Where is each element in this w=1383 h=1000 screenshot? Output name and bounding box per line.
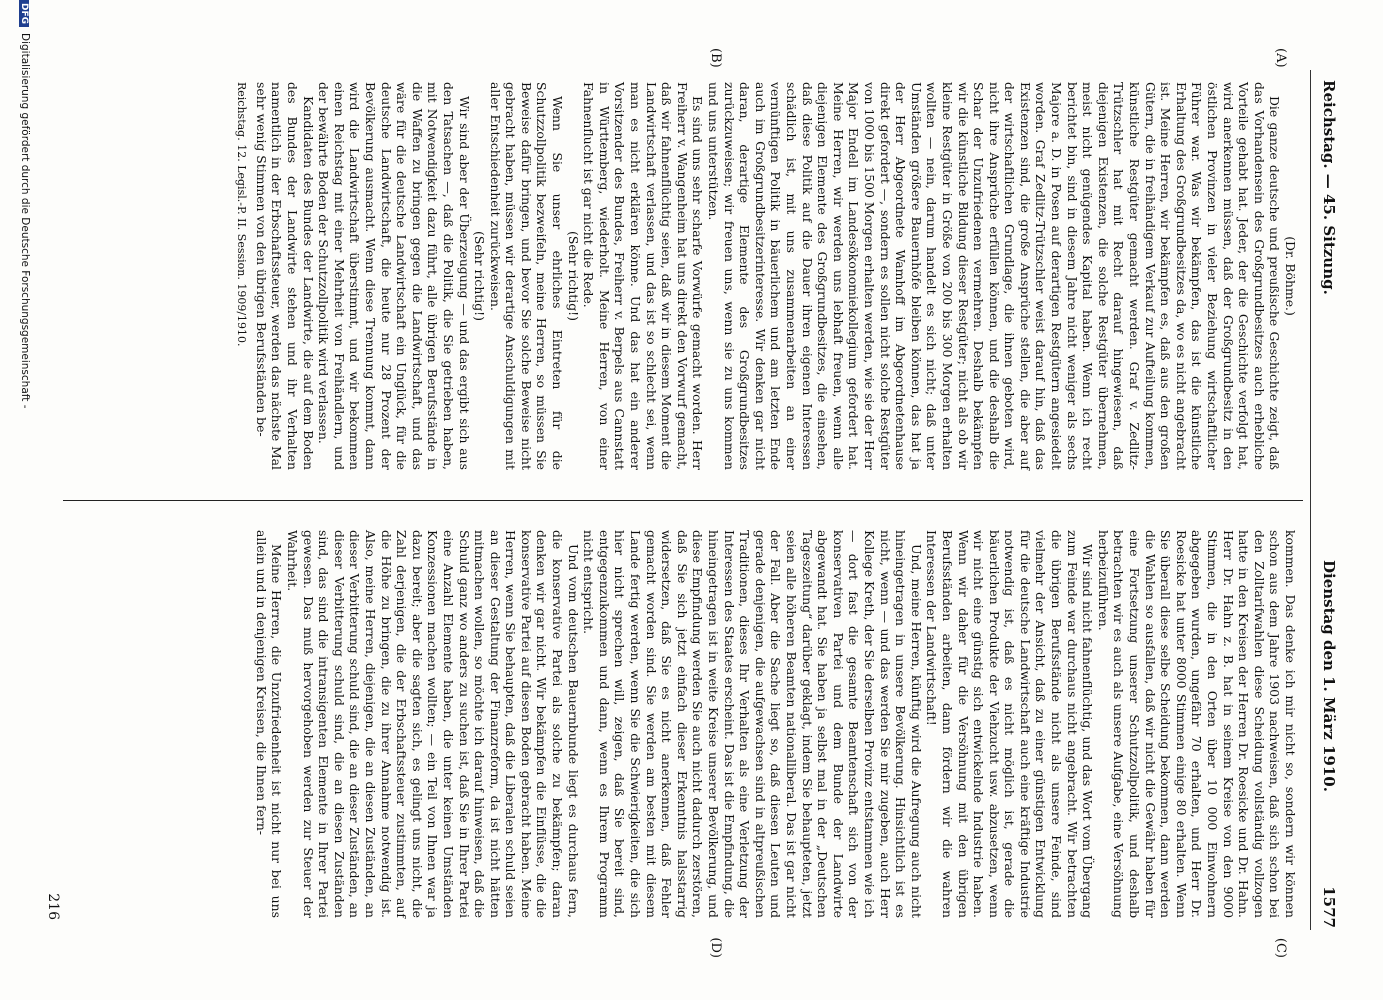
paragraph: Wir sind nicht fahnenflüchtig, und das Wort vom Übergang zum Feinde war durchaus nicht angebracht. Wir betrachten die übrigen Berufsstände nicht als unsere Feinde, sind vielmehr der Ansicht, daß zu einer günstigen Entwicklung für die deutsche Landwirtschaft auch eine kräftige Industrie notwendig ist, daß es nicht möglich ist, gerade die bäuerlichen Produkte der Viehzucht usw. abzusetzen, wenn wir nicht eine günstig sich entwickelnde Industrie haben. Wenn wir daher für die Versöhnung mit den übrigen Berufsständen arbeiten, dann fördern wir die wahren Interessen der Landwirtschaft! bbox=[924, 530, 1096, 918]
column-divider bbox=[63, 500, 1303, 501]
margin-mark-c: (C) bbox=[1273, 937, 1288, 958]
paragraph: Es sind uns sehr scharfe Vorwürfe gemacht worden. Herr Freiherr v. Wangenheim hat uns direkt den Vorwurf gemacht, daß wir fahnenflüchtig seien, daß wir in diesem Moment die Landwirtschaft verlassen, und das ist so schlecht sei, wenn man es nicht erklären könne. Und das hat ein anderer Vorsitzender des Bundes, Freiherr v. Berpels aus Cannstatt in Württemberg, wiederholt. Meine Herren, von einer Fahnenflucht ist gar nicht die Rede. bbox=[581, 82, 706, 470]
margin-mark-d: (D) bbox=[708, 937, 723, 958]
footnote: Reichstag. 12. Legisl.-P. II. Session. 1909/1910. bbox=[235, 82, 249, 347]
footer-text: Digitalisierung gefördert durch die Deutsche Forschungsgemeinschaft - bbox=[19, 33, 31, 409]
speaker-label: (Dr. Böhme.) bbox=[1283, 236, 1298, 316]
margin-mark-a: (A) bbox=[1273, 48, 1288, 68]
header-left: Reichstag. — 45. Sitzung. bbox=[1320, 80, 1338, 295]
paragraph: Und vom deutschen Bauernbunde liegt es durchaus fern, die konservative Partei als solche zu bekämpfen; daran denken wir gar nicht. Wir bekämpfen die Einflüsse, die die konservative Partei auf diesen Boden gebracht haben. Meine Herren, wenn Sie behaupten, daß die Liberalen schuld seien an dieser Gestaltung der Finanzreform, da ist nicht hätten mitmachen wollen, so möchte ich darauf hinweisen, daß die Schuld ganz wo anders zu suchen ist, daß Sie in Ihrer Partei eine Anzahl Elemente haben, die unter keinen Umständen Konzessionen machen wollten; — ein Teil von Ihnen war ja dazu bereit; aber die sagten sich, es gelingt uns nicht, die Zahl derjenigen, die der Erbschaftssteuer zustimmten, auf die Höhe zu bringen, die zu ihrer Annahme notwendig ist. Also, meine Herren, diejenigen, die an diesen Zuständen, an dieser Verbitterung schuld sind, die an dieser Zuständen, an dieser Verbitterung schuld sind, die an diesen Zuständen sind, das sind die intransigenten Elemente in Ihrer Partei gewesen. Das muß hervorgehoben werden zur Steuer der Wahrheit. bbox=[285, 530, 581, 918]
header-date: Dienstag den 1. März 1910. bbox=[1320, 560, 1338, 792]
header-rule bbox=[1310, 70, 1311, 930]
paragraph: Wir sind aber der Überzeugung — und das ergibt sich aus den Tatsachen —, daß die Politik, die Sie getrieben haben, mit Notwendigkeit dazu führt, alle übrigen Berufsstände in die Waffen zu bringen gegen die Landwirtschaft, und das wäre für die deutsche Landwirtschaft ein Unglück, für die deutsche Landwirtschaft, die heute nur 28 Prozent der Bevölkerung ausmacht. Wenn diese Trennung kommt, dann wird die Landwirtschaft überstimmt, und wir bekommen einen Reichstag mit einer Mehrheit von Freihändlern, und der bewährte Boden der Schutzzollpolitik wird verlassen. bbox=[316, 82, 472, 470]
margin-mark-b: (B) bbox=[708, 48, 723, 68]
right-column bbox=[253, 530, 1298, 918]
paragraph: kommen. Das denke ich mir nicht so, sondern wir können schon aus dem Jahre 1903 nachweisen, daß sich schon bei den Zolltarifwahlen diese Scheidung vollständig vollzogen hatte in den Kreisen der Herren Dr. Roesicke und Dr. Hahn. Herr Dr. Hahn z. B. hat in seinem Kreise von den 9000 Stimmen, die in den Orten über 10 000 Einwohnern abgegeben wurden, ungefähr 70 erhalten, und Herr Dr. Roesicke hat unter 8000 Stimmen einige 80 erhalten. Wenn Sie überall diese selbe Scheidung bekommen, dann werden die Wahlen so ausfallen, daß wir nicht die Gewähr haben für eine Fortsetzung unserer Schutzzollpolitik, und deshalb betrachten wir es auch als unsere Aufgabe, eine Versöhnung herbeizuführen. bbox=[1095, 530, 1298, 918]
paragraph: Und, meine Herren, künftig wird die Aufregung auch nicht hineingetragen in unsere Bevölkerung. Hinsichtlich ist es nicht, wenn — und das werden Sie mir zugeben, auch Herr Kollege Kreth, der Sie derselben Provinz entstammen wie ich — dort fast die gesamte Beamtenschaft sich von der konservativen Partei und dem Bunde der Landwirte abgewandt hat. Sie haben ja selbst mal in der „Deutschen Tageszeitung“ darüber geklagt, indem Sie behaupteten, jetzt seien alle höheren Beamten nationalliberal. Das ist gar nicht der Fall. Aber die Sache liegt so, daß diesen Leuten und gerade denjenigen, die aufgewachsen sind in altpreußischen Traditionen, dieses Ihr Verhalten als eine Verletzung der Interessen des Staates erscheint. Das ist die Empfindung, die hineingetragen ist in weite Kreise unserer Bevölkerung, und diese Empfindung werden Sie auch nicht dadurch zerstören, daß Sie sich jetzt einfach dieser Erkenntnis halsstarrig widersetzen, daß Sie es nicht anerkennen, daß Fehler gemacht worden sind. Sie werden am besten mit diesem Lande fertig werden, wenn Sie die Schwierigkeiten, die sich hier nicht sprechen will, zeigen, daß Sie bereit sind, entgegenzukommen und dann, wenn es Ihrem Programm nicht entspricht. bbox=[581, 530, 924, 918]
page-number-top: 1577 bbox=[1320, 886, 1338, 928]
paragraph: Die ganze deutsche und preußische Geschichte zeigt, daß das Vorhandensein des Großgrundbesitzes auch erhebliche Vorteile gehabt hat. Jeder, der die Geschichte verfolgt hat, wird anerkennen müssen, daß der Großgrundbesitz in den östlichen Provinzen in vieler Beziehung wirtschaftlicher Führer war. Was wir bekämpfen, das ist die künstliche Erhaltung des Großgrundbesitzes da, wo es nicht angebracht ist. Meine Herren, wir bekämpfen es, daß aus den großen Gütern, die in freihändigem Verkauf zur Aufteilung kommen, künstliche Restgüter gemacht werden. Graf v. Zedlitz-Trützschler hat mit Recht darauf hingewiesen, daß diejenigen Existenzen, die solche Restgüter übernehmen, meist nicht genügendes Kapital haben. Wenn ich recht berichtet bin, sind in diesem Jahre nicht weniger als sechs Majore a. D. in Posen auf derartigen Restgütern angesiedelt worden. Graf Zedlitz-Trützschler weist darauf hin, daß das Existenzen sind, die große Ansprüche stellen, die aber auf der wirtschaftlichen Grundlage, die ihnen geboten wird, nicht ihre Ansprüche erfüllen können, und die deshalb die Schar der Unzufriedenen vermehren. Deshalb bekämpfen wir die künstliche Bildung dieser Restgüter; nicht als ob wir kleine Restgüter in Größe von 200 bis 300 Morgen erhalten wollten — nein, darum handelt es sich nicht; daß unter Umständen größere Bauernhöfe bleiben können, das hat ja der Herr Abgeordnete Wamhoff im Abgeordnetenhause direkt gefordert —, sondern es sollen nicht solche Restgüter von 1000 bis 1500 Morgen erhalten werden, wie sie der Herr Major Endell im Landesökonomiekollegium gefordert hat. Meine Herren, wir werden uns lebhaft freuen, wenn alle diejenigen Elemente des Großgrundbesitzes, die einsehen, daß diese Politik auf die Dauer ihren eigenen Interessen schädlich ist, mit uns zusammenarbeiten an einer vernünftigen Politik in bäuerlichem und am letzten Ende auch im Großgrundbesitzerinteresse. Wir denken gar nicht daran, derartige Elemente des Großgrundbesitzes zurückzuweisen; wir freuen uns, wenn sie zu uns kommen und uns unterstützen. bbox=[706, 82, 1283, 470]
paragraph: Wenn Sie unser ehrliches Eintreten für die Schutzzollpolitik bezweifeln, meine Herren, so müssen Sie Beweise dafür bringen, und bevor Sie solche Beweise nicht gebracht haben, müssen wir derartige Anschuldigungen mit aller Entschiedenheit zurückweisen. bbox=[487, 82, 566, 470]
left-column bbox=[234, 82, 1298, 470]
interjection: (Sehr richtig!) bbox=[472, 231, 488, 321]
dfg-logo: DFG bbox=[19, 0, 29, 27]
digitization-footer bbox=[19, 0, 31, 1000]
page-number-bottom: 216 bbox=[45, 893, 61, 920]
paragraph: Kandidaten des Bundes der Landwirte, die auf dem Boden des Bundes der Landwirte stehen und ihr Verhalten namentlich in der Erbschaftssteuer, werden das nächste Mal sehr wenig Stimmen von den übrigen Berufsständen be- bbox=[253, 82, 316, 470]
interjection: (Sehr richtig!) bbox=[565, 231, 581, 321]
paragraph: Meine Herren, die Unzufriedenheit ist nicht nur bei uns allein und in denjenigen Kreisen, die Ihnen fern- bbox=[253, 530, 285, 918]
